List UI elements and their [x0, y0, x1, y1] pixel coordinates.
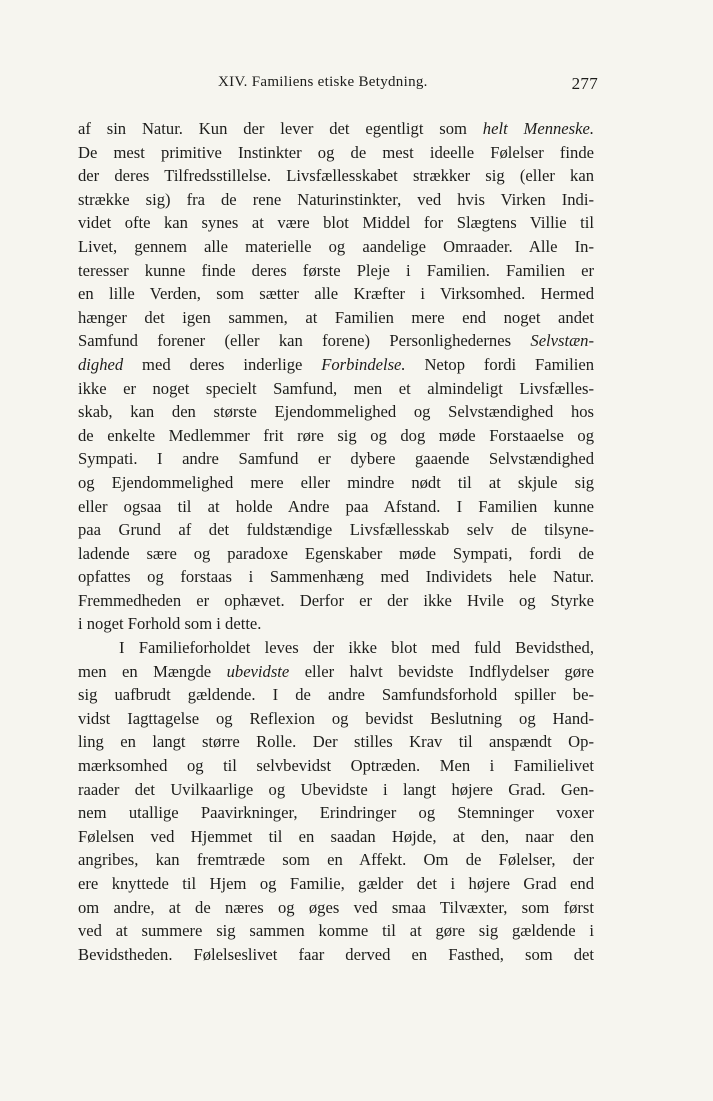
text-line — [78, 612, 594, 636]
text-segment: Fremmedheden er ophævet. Derfor er der ikke Hvile og Styrke — [78, 590, 594, 610]
text-line — [78, 424, 594, 448]
text-segment: en lille Verden, som sætter alle Kræfter i Virksomhed. Hermed — [78, 284, 594, 304]
text-segment: Sympati. I andre Samfund er dybere gaaende Selvstændighed — [78, 449, 594, 469]
text-line — [78, 329, 594, 353]
text-line — [78, 259, 594, 283]
text-segment: I Familieforholdet leves der ikke blot med fuld Bevidsthed, — [119, 638, 594, 658]
text-line — [78, 565, 594, 589]
text-segment: strække sig) fra de rene Naturinstinkter, ved hvis Virken Indi- — [78, 189, 594, 209]
italic-text: dighed — [78, 354, 124, 374]
text-line — [78, 235, 594, 259]
text-segment: med deres inderlige — [123, 354, 322, 374]
text-segment: der deres Tilfredsstillelse. Livsfællesskabet strækker sig (eller kan — [78, 166, 594, 186]
text-segment: ling en langt større Rolle. Der stilles Krav til anspændt Op- — [78, 732, 594, 752]
text-line — [78, 542, 594, 566]
text-line — [78, 707, 594, 731]
text-segment: paa Grund af det fuldstændige Livsfællesskab selv de tilsyne- — [78, 520, 594, 540]
text-line — [78, 919, 594, 943]
text-segment: angribes, kan fremtræde som en Affekt. Om de Følelser, der — [78, 850, 594, 870]
text-line — [78, 636, 594, 660]
text-segment: sig uafbrudt gældende. I de andre Samfundsforhold spiller be- — [78, 685, 594, 705]
text-line — [78, 872, 594, 896]
text-line — [78, 495, 594, 519]
text-line — [78, 943, 594, 967]
text-line — [78, 778, 594, 802]
text-segment: ladende sære og paradoxe Egenskaber møde Sympati, fordi de — [78, 543, 594, 563]
text-segment: Følelsen ved Hjemmet til en saadan Højde, at den, naar den — [78, 826, 594, 846]
text-segment: i noget Forhold som i dette. — [78, 614, 262, 634]
text-line — [78, 660, 594, 684]
text-segment: skab, kan den største Ejendommelighed og Selvstændighed hos — [78, 402, 594, 422]
text-segment: videt ofte kan synes at være blot Middel for Slægtens Villie til — [78, 213, 594, 233]
body-text — [78, 117, 594, 966]
text-segment: De mest primitive Instinkter og de mest ideelle Følelser finde — [78, 142, 594, 162]
italic-text: Selvstæn- — [530, 331, 594, 351]
text-segment: hænger det igen sammen, at Familien mere end noget andet — [78, 307, 594, 327]
text-segment: ved at summere sig sammen komme til at gøre sig gældende i — [78, 921, 594, 941]
text-line — [78, 447, 594, 471]
text-segment: Samfund forener (eller kan forene) Personlighedernes — [78, 331, 531, 351]
text-segment: nem utallige Paavirkninger, Erindringer og Stemninger voxer — [78, 803, 594, 823]
text-line — [78, 353, 594, 377]
text-line — [78, 754, 594, 778]
text-line — [78, 730, 594, 754]
text-segment: ikke er noget specielt Samfund, men et almindeligt Livsfælles- — [78, 378, 594, 398]
text-line — [78, 306, 594, 330]
italic-text: helt Menneske. — [482, 119, 595, 138]
text-line — [78, 471, 594, 495]
text-line — [78, 211, 594, 235]
text-segment: raader det Uvilkaarlige og Ubevidste i langt højere Grad. Gen- — [78, 779, 594, 799]
text-segment: Livet, gennem alle materielle og aandelige Omraader. Alle In- — [78, 236, 594, 256]
text-segment: Netop fordi Familien — [405, 354, 595, 374]
text-segment: men en Mængde — [78, 661, 227, 681]
text-line — [78, 377, 594, 401]
text-line — [78, 400, 594, 424]
italic-text: Forbindelse. — [321, 354, 406, 374]
text-line — [78, 683, 594, 707]
text-segment: ere knyttede til Hjem og Familie, gælder det i højere Grad end — [78, 874, 594, 893]
text-segment: om andre, at de næres og øges ved smaa Tilvæxter, som først — [78, 897, 594, 917]
text-segment: og Ejendommelighed mere eller mindre nødt til at skjule sig — [78, 472, 594, 492]
text-line — [78, 825, 594, 849]
text-line — [78, 896, 594, 920]
text-segment: de enkelte Medlemmer frit røre sig og dog møde Forstaaelse og — [78, 425, 594, 445]
page-number: 277 — [571, 74, 598, 93]
italic-text: ubevidste — [226, 661, 290, 681]
text-line — [78, 589, 594, 613]
text-segment: eller ogsaa til at holde Andre paa Afstand. I Familien kunne — [78, 496, 594, 516]
text-line — [78, 282, 594, 306]
text-segment: opfattes og forstaas i Sammenhæng med Individets hele Natur. — [78, 567, 594, 587]
text-segment: af sin Natur. Kun der lever det egentligt som — [78, 119, 483, 138]
text-line — [78, 188, 594, 212]
text-line — [78, 848, 594, 872]
text-line — [78, 518, 594, 542]
text-segment: eller halvt bevidste Indflydelser gøre — [289, 661, 594, 681]
running-title: XIV. Familiens etiske Betydning. — [218, 74, 428, 90]
text-segment: teresser kunne finde deres første Pleje i Familien. Familien er — [78, 260, 594, 280]
text-segment: Bevidstheden. Følelseslivet faar derved en Fasthed, som det — [78, 944, 594, 964]
text-segment: vidst Iagttagelse og Reflexion og bevidst Beslutning og Hand- — [78, 708, 594, 728]
text-segment: mærksomhed og til selvbevidst Optræden. Men i Familielivet — [78, 756, 594, 776]
text-line — [78, 117, 594, 141]
text-line — [78, 141, 594, 165]
text-line — [78, 164, 594, 188]
text-line — [78, 801, 594, 825]
